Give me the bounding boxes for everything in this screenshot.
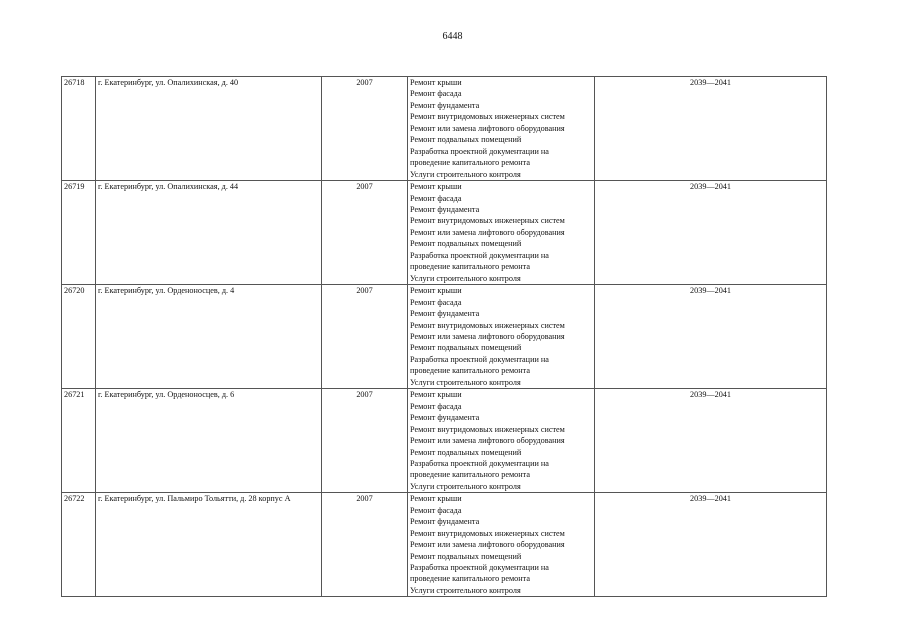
- work-item: Ремонт подвальных помещений: [410, 551, 522, 561]
- address-cell: г. Екатеринбург, ул. Опалихинская, д. 44: [96, 181, 322, 285]
- row-number: 26721: [62, 389, 96, 493]
- repair-schedule-table: [61, 76, 827, 597]
- work-item: проведение капитального ремонта: [410, 366, 530, 376]
- address-cell: г. Екатеринбург, ул. Опалихинская, д. 40: [96, 77, 322, 181]
- page-number: 6448: [442, 31, 463, 42]
- address-cell: г. Екатеринбург, ул. Пальмиро Тольятти, д. 28 корпус А: [96, 493, 322, 597]
- work-item: Ремонт фундамента: [410, 517, 480, 527]
- period-cell: 2039—2041: [595, 77, 827, 181]
- period-cell: 2039—2041: [595, 285, 827, 389]
- work-item: Ремонт фундамента: [410, 413, 480, 423]
- table-row: [62, 77, 827, 181]
- work-item: Ремонт крыши: [410, 286, 462, 296]
- work-item: Ремонт крыши: [410, 390, 462, 400]
- work-item: Ремонт крыши: [410, 78, 462, 87]
- period-cell: 2039—2041: [595, 181, 827, 285]
- work-item: Разработка проектной документации на: [410, 354, 549, 364]
- row-number: 26718: [62, 77, 96, 181]
- period-cell: 2039—2041: [595, 493, 827, 597]
- work-item: Ремонт подвальных помещений: [410, 447, 522, 457]
- works-cell: [408, 493, 595, 597]
- work-item: Ремонт фундамента: [410, 100, 480, 110]
- period-cell: 2039—2041: [595, 389, 827, 493]
- work-item: Ремонт фасада: [410, 193, 462, 203]
- work-item: Разработка проектной документации на: [410, 146, 549, 156]
- work-item: проведение капитального ремонта: [410, 262, 530, 272]
- work-item: Услуги строительного контроля: [410, 481, 521, 491]
- work-item: Ремонт внутридомовых инженерных систем: [410, 112, 565, 122]
- work-item: Ремонт подвальных помещений: [410, 135, 522, 145]
- work-item: Услуги строительного контроля: [410, 377, 521, 387]
- work-item: Ремонт фасада: [410, 505, 462, 515]
- work-item: Ремонт внутридомовых инженерных систем: [410, 216, 565, 226]
- address-cell: г. Екатеринбург, ул. Орденоносцев, д. 6: [96, 389, 322, 493]
- work-item: Ремонт внутридомовых инженерных систем: [410, 424, 565, 434]
- work-item: Ремонт или замена лифтового оборудования: [410, 331, 565, 341]
- year-cell: 2007: [322, 77, 408, 181]
- year-cell: 2007: [322, 389, 408, 493]
- table-row: [62, 181, 827, 285]
- work-item: Разработка проектной документации на: [410, 250, 549, 260]
- table-body: [62, 77, 827, 597]
- work-item: Услуги строительного контроля: [410, 585, 521, 595]
- work-item: Разработка проектной документации на: [410, 563, 549, 573]
- work-item: Разработка проектной документации на: [410, 458, 549, 468]
- year-cell: 2007: [322, 181, 408, 285]
- work-item: Ремонт подвальных помещений: [410, 239, 522, 249]
- work-item: Ремонт внутридомовых инженерных систем: [410, 528, 565, 538]
- work-item: Услуги строительного контроля: [410, 273, 521, 283]
- work-item: Ремонт или замена лифтового оборудования: [410, 540, 565, 550]
- work-item: проведение капитального ремонта: [410, 470, 530, 480]
- work-item: Ремонт или замена лифтового оборудования: [410, 123, 565, 133]
- address-cell: г. Екатеринбург, ул. Орденоносцев, д. 4: [96, 285, 322, 389]
- works-cell: [408, 285, 595, 389]
- work-item: Ремонт фундамента: [410, 309, 480, 319]
- work-item: Ремонт внутридомовых инженерных систем: [410, 320, 565, 330]
- row-number: 26720: [62, 285, 96, 389]
- work-item: Ремонт крыши: [410, 182, 462, 192]
- work-item: Услуги строительного контроля: [410, 169, 521, 179]
- works-cell: [408, 389, 595, 493]
- work-item: Ремонт подвальных помещений: [410, 343, 522, 353]
- year-cell: 2007: [322, 493, 408, 597]
- row-number: 26719: [62, 181, 96, 285]
- works-cell: [408, 77, 595, 181]
- table-row: [62, 285, 827, 389]
- work-item: Ремонт фасада: [410, 401, 462, 411]
- work-item: Ремонт или замена лифтового оборудования: [410, 436, 565, 446]
- work-item: Ремонт или замена лифтового оборудования: [410, 227, 565, 237]
- table-row: [62, 389, 827, 493]
- work-item: Ремонт фасада: [410, 297, 462, 307]
- table-row: [62, 493, 827, 597]
- work-item: проведение капитального ремонта: [410, 158, 530, 168]
- works-cell: [408, 181, 595, 285]
- work-item: Ремонт крыши: [410, 494, 462, 504]
- row-number: 26722: [62, 493, 96, 597]
- work-item: Ремонт фасада: [410, 89, 462, 99]
- year-cell: 2007: [322, 285, 408, 389]
- work-item: Ремонт фундамента: [410, 204, 480, 214]
- work-item: проведение капитального ремонта: [410, 574, 530, 584]
